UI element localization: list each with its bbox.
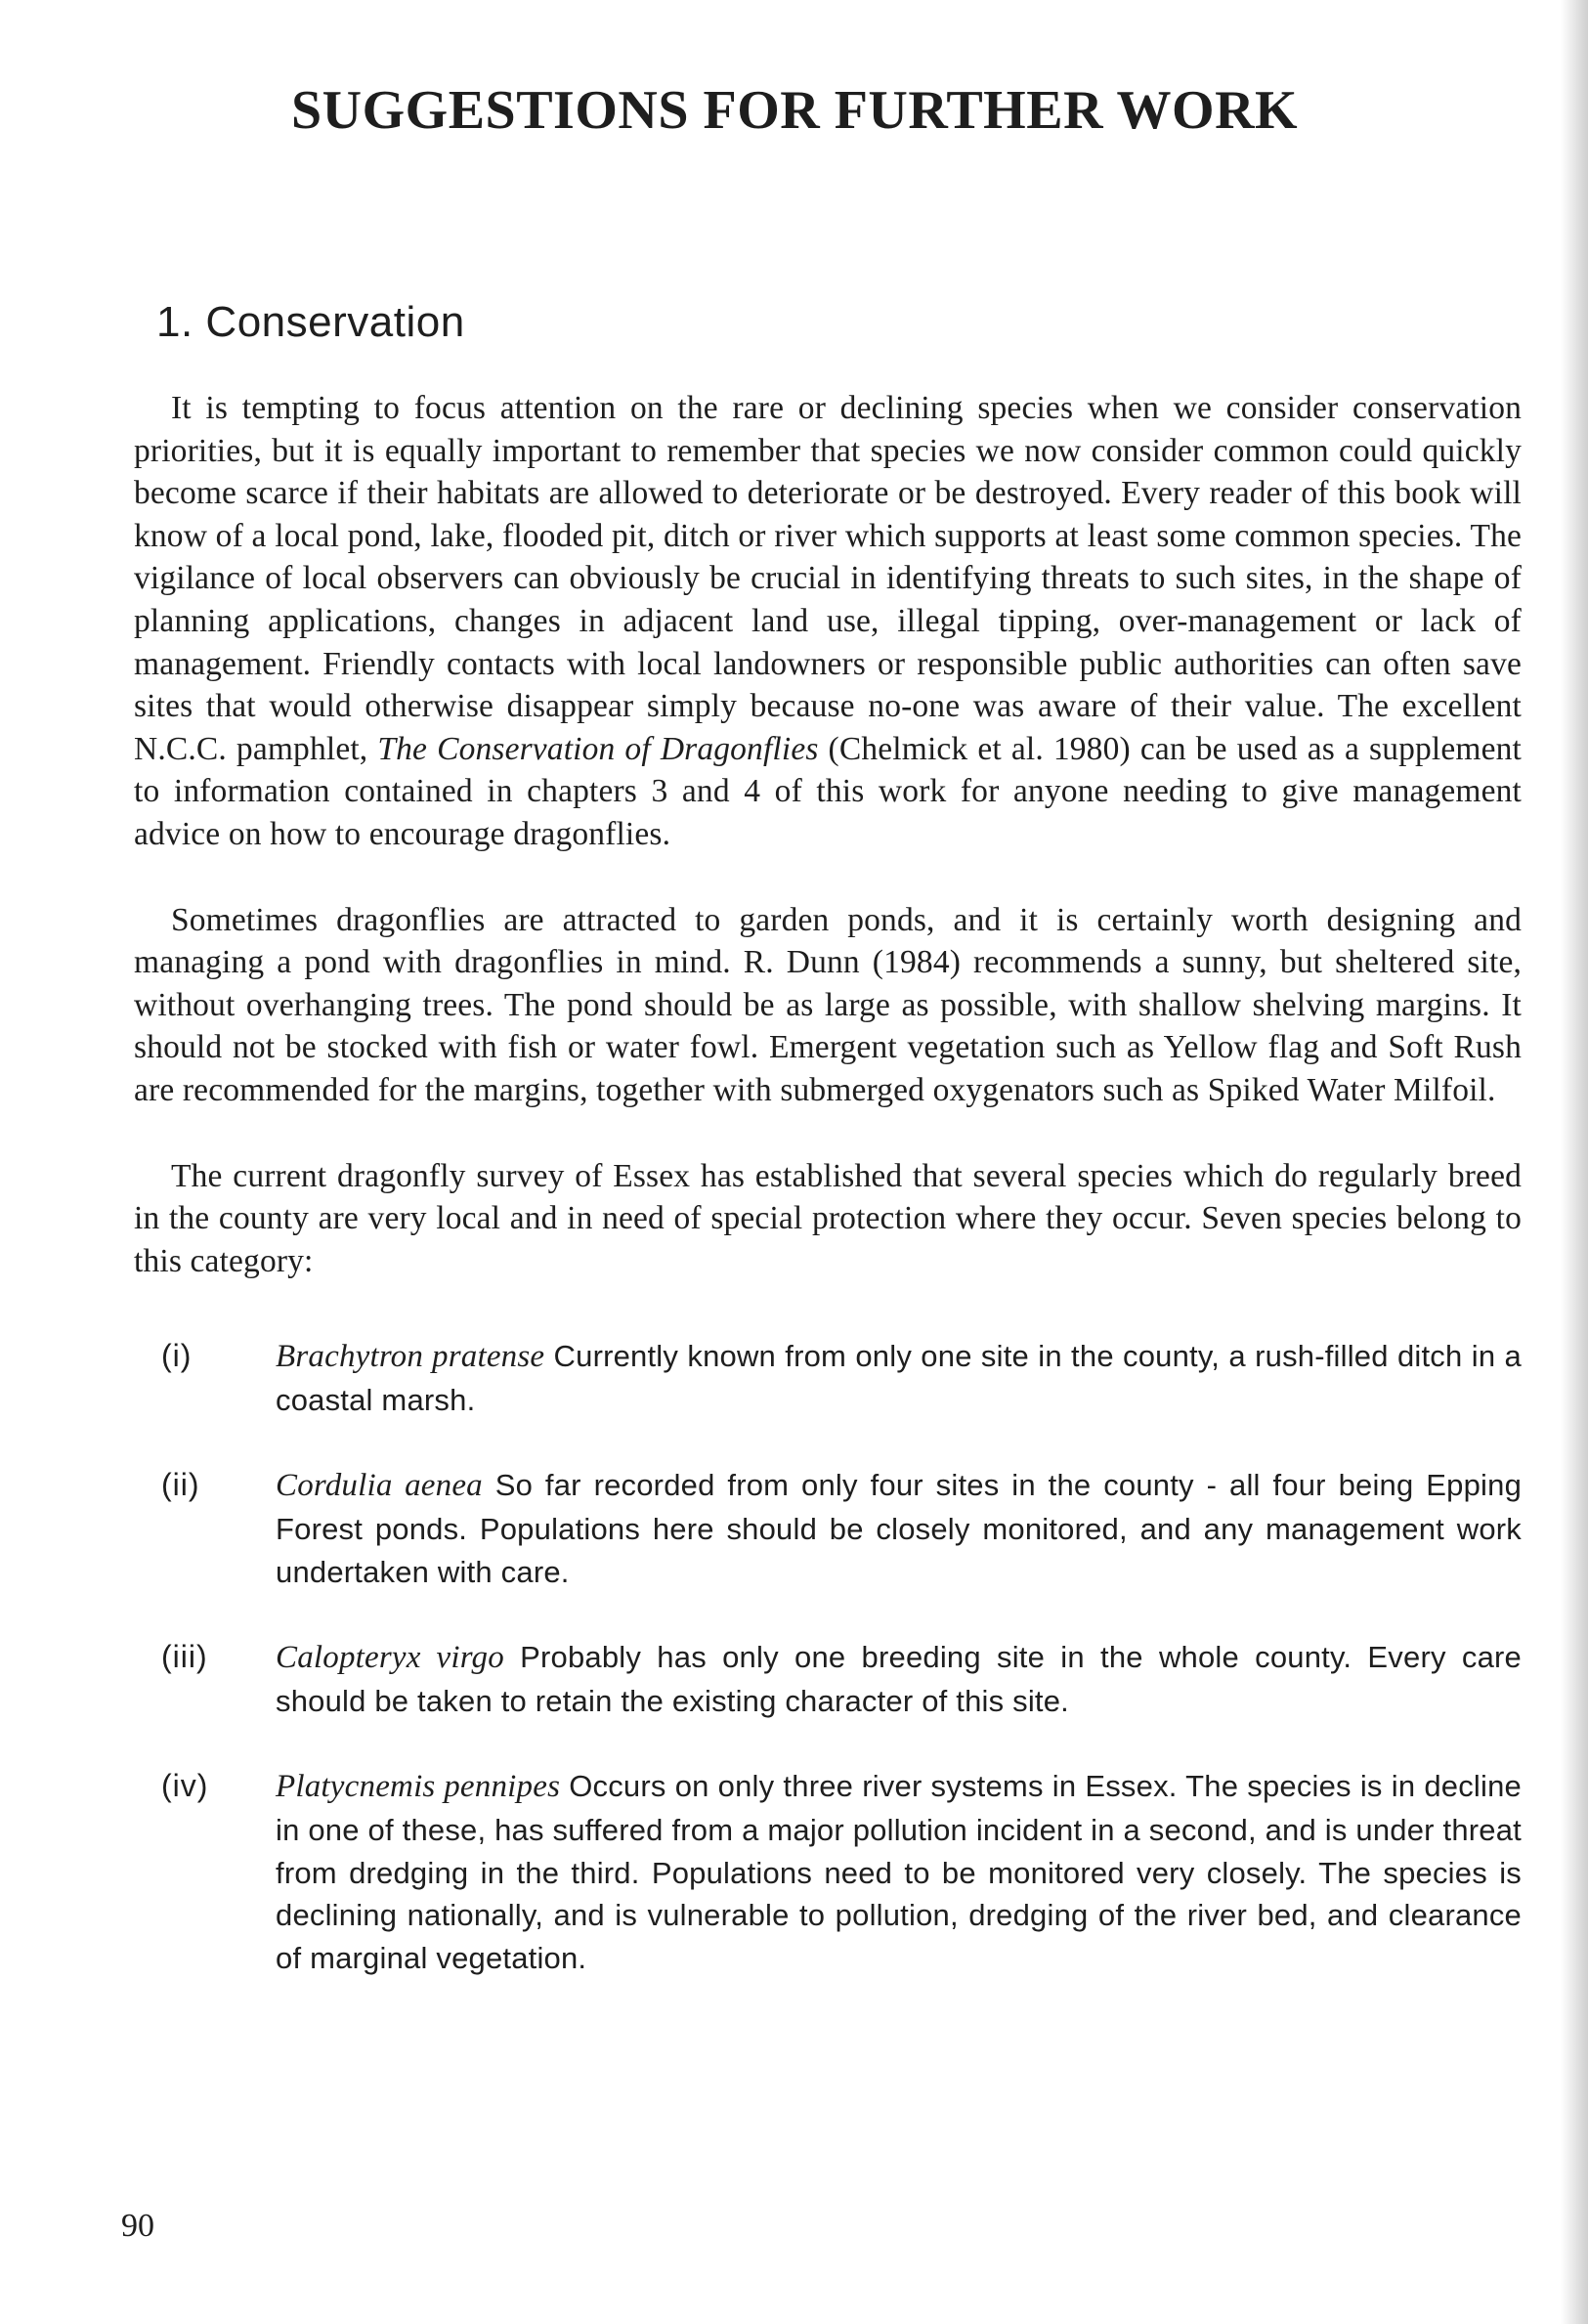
pamphlet-title: The Conservation of Dragonflies bbox=[377, 730, 819, 767]
species-note: Probably has only one breeding site in the whole county. Every care should be taken to retain the existing character of this site. bbox=[276, 1640, 1522, 1718]
list-number: (i) bbox=[161, 1338, 193, 1374]
paragraph-text: The current dragonfly survey of Essex has established that several species which do regularly breed in the county are very local and in need of special protection where they occur. Seven species belong to this category: bbox=[134, 1157, 1522, 1279]
list-item bbox=[134, 1464, 1522, 1593]
list-number: (iv) bbox=[161, 1768, 209, 1804]
section-heading: 1. Conservation bbox=[156, 298, 465, 346]
species-note: Currently known from only one site in the county, a rush-filled ditch in a coastal marsh. bbox=[276, 1339, 1522, 1417]
paragraph-text: (Chelmick et al. 1980) can be used as a supplement to information contained in chapters 3 and 4 of this work for anyone needing to give management advice on how to encourage dragonflies. bbox=[134, 730, 1522, 852]
body-text bbox=[134, 387, 1522, 2022]
species-name: Brachytron pratense bbox=[276, 1339, 545, 1375]
list-item bbox=[134, 1335, 1522, 1421]
list-item bbox=[134, 1765, 1522, 1979]
species-list bbox=[134, 1335, 1522, 1979]
page-edge-shadow bbox=[1561, 0, 1588, 2324]
species-note: Occurs on only three river systems in Essex. The species is in decline in one of these, has suffered from a major pollution incident in a second, and is under threat from dredging in the third. Populations need to be monitored very closely. The species is declining nationally, and is vulnerable to pollution, dredging of the river bed, and clearance of marginal vegetation. bbox=[276, 1769, 1522, 1975]
paragraph-text: Sometimes dragonflies are attracted to garden ponds, and it is certainly worth designing and managing a pond with dragonflies in mind. R. Dunn (1984) recommends a sunny, but sheltered site, without overhanging trees. The pond should be as large as possible, with shallow shelving margins. It should not be stocked with fish or water fowl. Emergent vegetation such as Yellow flag and Soft Rush are recommended for the margins, together with submerged oxygenators such as Spiked Water Milfoil. bbox=[134, 901, 1522, 1108]
list-item bbox=[134, 1636, 1522, 1722]
list-text bbox=[276, 1636, 1522, 1722]
list-text bbox=[276, 1335, 1522, 1421]
paragraph-garden-ponds bbox=[134, 899, 1522, 1112]
list-number: (iii) bbox=[161, 1639, 208, 1675]
paragraph-essex-survey bbox=[134, 1155, 1522, 1283]
list-text bbox=[276, 1765, 1522, 1979]
paragraph-conservation-priorities bbox=[134, 387, 1522, 856]
list-text bbox=[276, 1464, 1522, 1593]
species-name: Cordulia aenea bbox=[276, 1468, 483, 1504]
page-title: SUGGESTIONS FOR FURTHER WORK bbox=[291, 80, 1299, 141]
paragraph-text: It is tempting to focus attention on the rare or declining species when we consider conservation priorities, but it is equally important to remember that species we now consider common could quickly become scarce if their habitats are allowed to deteriorate or be destroyed. Every reader of this book will know of a local pond, lake, flooded pit, ditch or river which supports at least some common species. The vigilance of local observers can obviously be crucial in identifying threats to such sites, in the shape of planning applications, changes in adjacent land use, illegal tipping, over-management or lack of management. Friendly contacts with local landowners or responsible public authorities can often save sites that would otherwise disappear simply because no-one was aware of their value. The excellent N.C.C. pamphlet, bbox=[134, 390, 1522, 767]
species-name: Calopteryx virgo bbox=[276, 1640, 504, 1676]
species-name: Platycnemis pennipes bbox=[276, 1769, 561, 1805]
page-number: 90 bbox=[121, 2208, 154, 2244]
species-note: So far recorded from only four sites in the county - all four being Epping Forest ponds. Populations here should be closely monitored, and any management work undertaken with care. bbox=[276, 1468, 1523, 1589]
list-number: (ii) bbox=[161, 1467, 200, 1503]
